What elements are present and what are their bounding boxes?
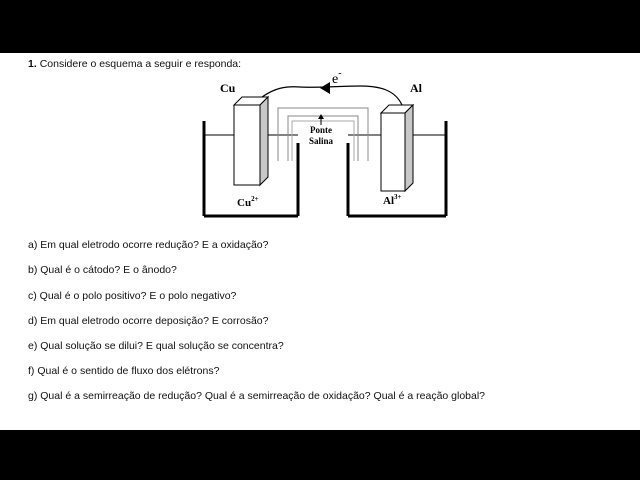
aluminium-electrode	[381, 105, 413, 191]
solution-cu-symbol: Cu	[237, 197, 252, 209]
salt-bridge-label-line2: Salina	[308, 136, 334, 146]
salt-bridge-label-line1: Ponte	[310, 125, 332, 135]
copper-electrode	[234, 97, 268, 185]
question-a: a) Em qual eletrodo ocorre redução? E a oxidação?	[28, 239, 269, 251]
electron-flow-arrow	[320, 82, 330, 94]
question-d: d) Em qual eletrodo ocorre deposição? E corrosão?	[28, 315, 269, 327]
question-prompt: Considere o esquema a seguir e responda:	[39, 58, 242, 70]
electron-symbol: e	[332, 72, 339, 87]
worksheet-page	[0, 53, 640, 430]
question-number: 1.	[28, 58, 37, 70]
solution-label-al	[383, 193, 402, 207]
external-wire	[262, 86, 402, 105]
electron-label	[332, 68, 342, 87]
question-g: g) Qual é a semirreação de redução? Qual é a semirreação de oxidação? Qual é a reação global?	[28, 390, 486, 402]
solution-label-cu	[237, 195, 259, 209]
solution-al-charge: 3+	[394, 193, 402, 201]
solution-al-symbol: Al	[383, 195, 394, 207]
electrode-label-cu: Cu	[220, 81, 236, 95]
electron-charge: -	[338, 68, 342, 79]
question-b: b) Qual é o cátodo? E o ânodo?	[28, 264, 177, 276]
question-f: f) Qual é o sentido de fluxo dos elétrons?	[28, 365, 220, 377]
solution-cu-charge: 2+	[251, 195, 259, 203]
electrode-label-al: Al	[410, 81, 422, 95]
question-e: e) Qual solução se dilui? E qual solução se concentra?	[28, 340, 284, 352]
question-c: c) Qual é o polo positivo? E o polo negativo?	[28, 290, 237, 302]
